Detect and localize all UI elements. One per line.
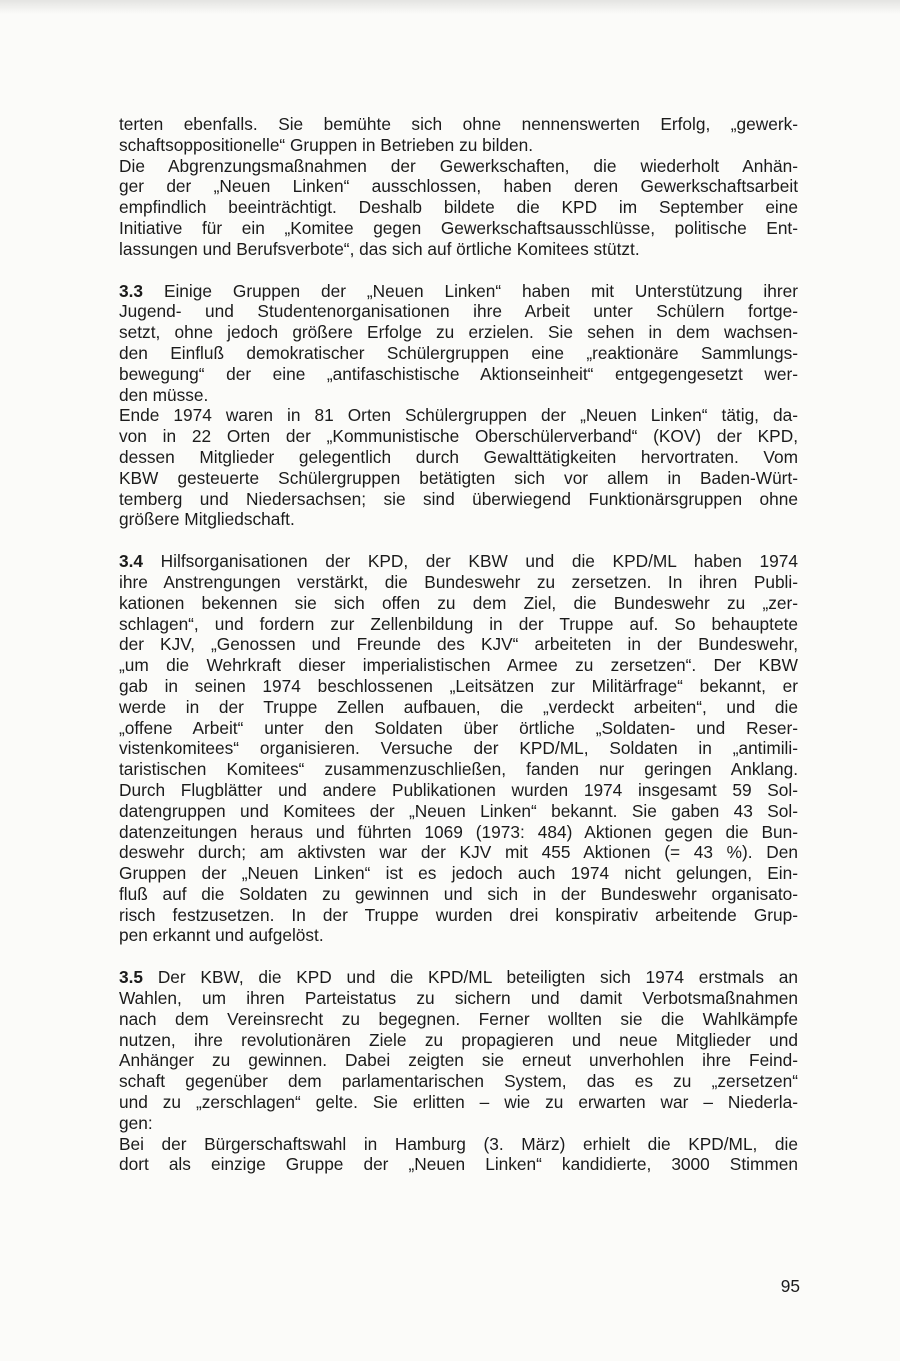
- line-text: Ende 1974 waren in 81 Orten Schülergruppen der „Neuen Linken“ tätig, da-: [119, 405, 798, 426]
- line-text: von in 22 Orten der „Kommunistische Oberschülerverband“ (KOV) der KPD,: [119, 426, 798, 447]
- text-line: [119, 842, 798, 863]
- line-text: Bei der Bürgerschaftswahl in Hamburg (3. März) erhielt die KPD/ML, die: [119, 1133, 798, 1154]
- line-text: schaft gegenüber dem parlamentarischen System, das es zu „zersetzen“: [119, 1071, 798, 1092]
- line-text: Anhänger zu gewinnen. Dabei zeigten sie erneut unverhohlen ihre Feind-: [119, 1050, 798, 1071]
- text-line: [119, 156, 798, 177]
- line-text: ger der „Neuen Linken“ ausschlossen, haben deren Gewerkschaftsarbeit: [119, 176, 798, 197]
- line-text: lassungen und Berufsverbote“, das sich auf örtliche Komitees stützt.: [119, 238, 640, 259]
- text-line: [119, 385, 798, 406]
- line-text: vistenkomitees“ organisieren. Versuche der KPD/ML, Soldaten in „antimili-: [119, 738, 798, 759]
- line-text: dort als einzige Gruppe der „Neuen Linken“ kandidierte, 3000 Stimmen: [119, 1154, 798, 1175]
- line-text: Hilfsorganisationen der KPD, der KBW und die KPD/ML haben 1974: [160, 551, 798, 572]
- line-text: empfindlich beeinträchtigt. Deshalb bildete die KPD im September eine: [119, 197, 798, 218]
- text-line: [119, 322, 798, 343]
- text-line: [119, 364, 798, 385]
- section-number: 3.4: [119, 551, 144, 572]
- paragraph: [119, 281, 798, 406]
- text-line: [119, 676, 798, 697]
- text-line: [119, 1154, 798, 1175]
- line-text: Initiative für ein „Komitee gegen Gewerkschaftsausschlüsse, politische Ent-: [119, 217, 798, 238]
- paragraph: [119, 114, 798, 156]
- text-line: [119, 1092, 798, 1113]
- text-line: [119, 1071, 798, 1092]
- text-line: [119, 489, 798, 510]
- text-line: [119, 1009, 798, 1030]
- line-text: setzt, ohne jedoch größere Erfolge zu erzielen. Sie sehen in dem wachsen-: [119, 322, 798, 343]
- text-line: [119, 176, 798, 197]
- paragraph: [119, 1134, 798, 1176]
- paragraph: [119, 967, 798, 1133]
- text-line: [119, 925, 798, 946]
- line-text: nutzen, ihre revolutionären Ziele zu propagieren und neue Mitglieder und: [119, 1029, 798, 1050]
- text-line: [119, 135, 798, 156]
- text-line: [119, 218, 798, 239]
- text-line: [119, 697, 798, 718]
- text-line: [119, 905, 798, 926]
- text-line: [119, 614, 798, 635]
- line-text: KBW gesteuerte Schülergruppen betätigten sich vor allem in Baden-Würt-: [119, 467, 798, 488]
- line-text: gen:: [119, 1112, 153, 1133]
- line-text: Jugend- und Studentenorganisationen ihre Arbeit unter Schülern fortge-: [119, 301, 798, 322]
- section-number: 3.5: [119, 967, 144, 988]
- text-line: [119, 988, 798, 1009]
- line-text: größere Mitgliedschaft.: [119, 509, 295, 530]
- line-text: gab in seinen 1974 beschlossenen „Leitsätzen zur Militärfrage“ bekannt, er: [119, 675, 798, 696]
- text-line: [119, 572, 798, 593]
- text-line: [119, 593, 798, 614]
- line-text: Gruppen der „Neuen Linken“ ist es jedoch auch 1974 nicht gelungen, Ein-: [119, 863, 798, 884]
- line-text: werde in der Truppe Zellen aufbauen, die „verdeckt arbeiten“, und die: [119, 696, 798, 717]
- line-text: temberg und Niedersachsen; sie sind überwiegend Funktionärsgruppen ohne: [119, 488, 798, 509]
- text-line: [119, 509, 798, 530]
- text-line: [119, 468, 798, 489]
- line-text: terten ebenfalls. Sie bemühte sich ohne nennenswerten Erfolg, „gewerk-: [119, 114, 798, 134]
- text-line: [119, 426, 798, 447]
- line-text: kationen bekennen sie sich offen zu dem Ziel, die Bundeswehr zu „zer-: [119, 592, 798, 613]
- line-text: nach dem Vereinsrecht zu begegnen. Ferner wollten sie die Wahlkämpfe: [119, 1008, 798, 1029]
- line-text: Wahlen, um ihren Parteistatus zu sichern und damit Verbotsmaßnahmen: [119, 988, 798, 1009]
- line-text: schaftsoppositionelle“ Gruppen in Betrieben zu bilden.: [119, 134, 534, 155]
- text-line: [119, 759, 798, 780]
- text-line: [119, 738, 798, 759]
- text-line: [119, 655, 798, 676]
- line-text: Die Abgrenzungsmaßnahmen der Gewerkschaften, die wiederholt Anhän-: [119, 155, 798, 176]
- line-text: bewegung“ der eine „antifaschistische Aktionseinheit“ entgegengesetzt wer-: [119, 363, 798, 384]
- text-line: [119, 718, 798, 739]
- text-line: [119, 967, 798, 988]
- text-line: [119, 447, 798, 468]
- text-line: [119, 301, 798, 322]
- line-text: datenzeitungen heraus und führten 1069 (1973: 484) Aktionen gegen die Bun-: [119, 821, 798, 842]
- line-text: „um die Wehrkraft dieser imperialistischen Armee zu zersetzen“. Der KBW: [119, 655, 798, 676]
- text-line: [119, 801, 798, 822]
- paragraph: [119, 405, 798, 530]
- text-line: [119, 114, 798, 135]
- text-line: [119, 1113, 798, 1134]
- scan-top-edge: [0, 0, 900, 14]
- text-line: [119, 863, 798, 884]
- line-text: den müsse.: [119, 384, 209, 405]
- line-text: pen erkannt und aufgelöst.: [119, 925, 324, 946]
- text-line: [119, 239, 798, 260]
- line-text: Durch Flugblätter und andere Publikationen wurden 1974 insgesamt 59 Sol-: [119, 779, 798, 800]
- text-line: [119, 780, 798, 801]
- text-line: [119, 405, 798, 426]
- body-text: [119, 114, 798, 1175]
- text-line: [119, 551, 798, 572]
- line-text: Der KBW, die KPD und die KPD/ML beteiligten sich 1974 erstmals an: [157, 967, 798, 988]
- paragraph: [119, 156, 798, 260]
- line-text: Einige Gruppen der „Neuen Linken“ haben mit Unterstützung ihrer: [163, 280, 798, 301]
- line-text: taristischen Komitees“ zusammenzuschließen, fanden nur geringen Anklang.: [119, 759, 798, 780]
- line-text: „offene Arbeit“ unter den Soldaten über örtliche „Soldaten- und Reser-: [119, 717, 798, 738]
- line-text: dessen Mitglieder gelegentlich durch Gewalttätigkeiten hervortraten. Vom: [119, 446, 798, 467]
- page-number: 95: [780, 1276, 800, 1296]
- text-line: [119, 281, 798, 302]
- line-text: den Einfluß demokratischer Schülergruppen eine „reaktionäre Sammlungs-: [119, 342, 798, 363]
- text-line: [119, 343, 798, 364]
- line-text: ihre Anstrengungen verstärkt, die Bundeswehr zu zersetzen. In ihren Publi-: [119, 571, 798, 592]
- text-line: [119, 1134, 798, 1155]
- paragraph: [119, 551, 798, 946]
- line-text: deswehr durch; am aktivsten war der KJV mit 455 Aktionen (= 43 %). Den: [119, 842, 798, 863]
- text-line: [119, 1050, 798, 1071]
- line-text: fluß auf die Soldaten zu gewinnen und sich in der Bundeswehr organisato-: [119, 883, 798, 904]
- line-text: schlagen“, und fordern zur Zellenbildung in der Truppe auf. So behauptete: [119, 613, 798, 634]
- text-line: [119, 634, 798, 655]
- text-line: [119, 197, 798, 218]
- text-line: [119, 884, 798, 905]
- text-line: [119, 822, 798, 843]
- section-number: 3.3: [119, 280, 144, 301]
- line-text: und zu „zerschlagen“ gelte. Sie erlitten – wie zu erwarten war – Niederla-: [119, 1092, 798, 1113]
- text-line: [119, 1030, 798, 1051]
- line-text: der KJV, „Genossen und Freunde des KJV“ arbeiteten in der Bundeswehr,: [119, 634, 798, 655]
- line-text: risch festzusetzen. In der Truppe wurden drei konspirativ arbeitende Grup-: [119, 904, 798, 925]
- line-text: datengruppen und Komitees der „Neuen Linken“ bekannt. Sie gaben 43 Sol-: [119, 800, 798, 821]
